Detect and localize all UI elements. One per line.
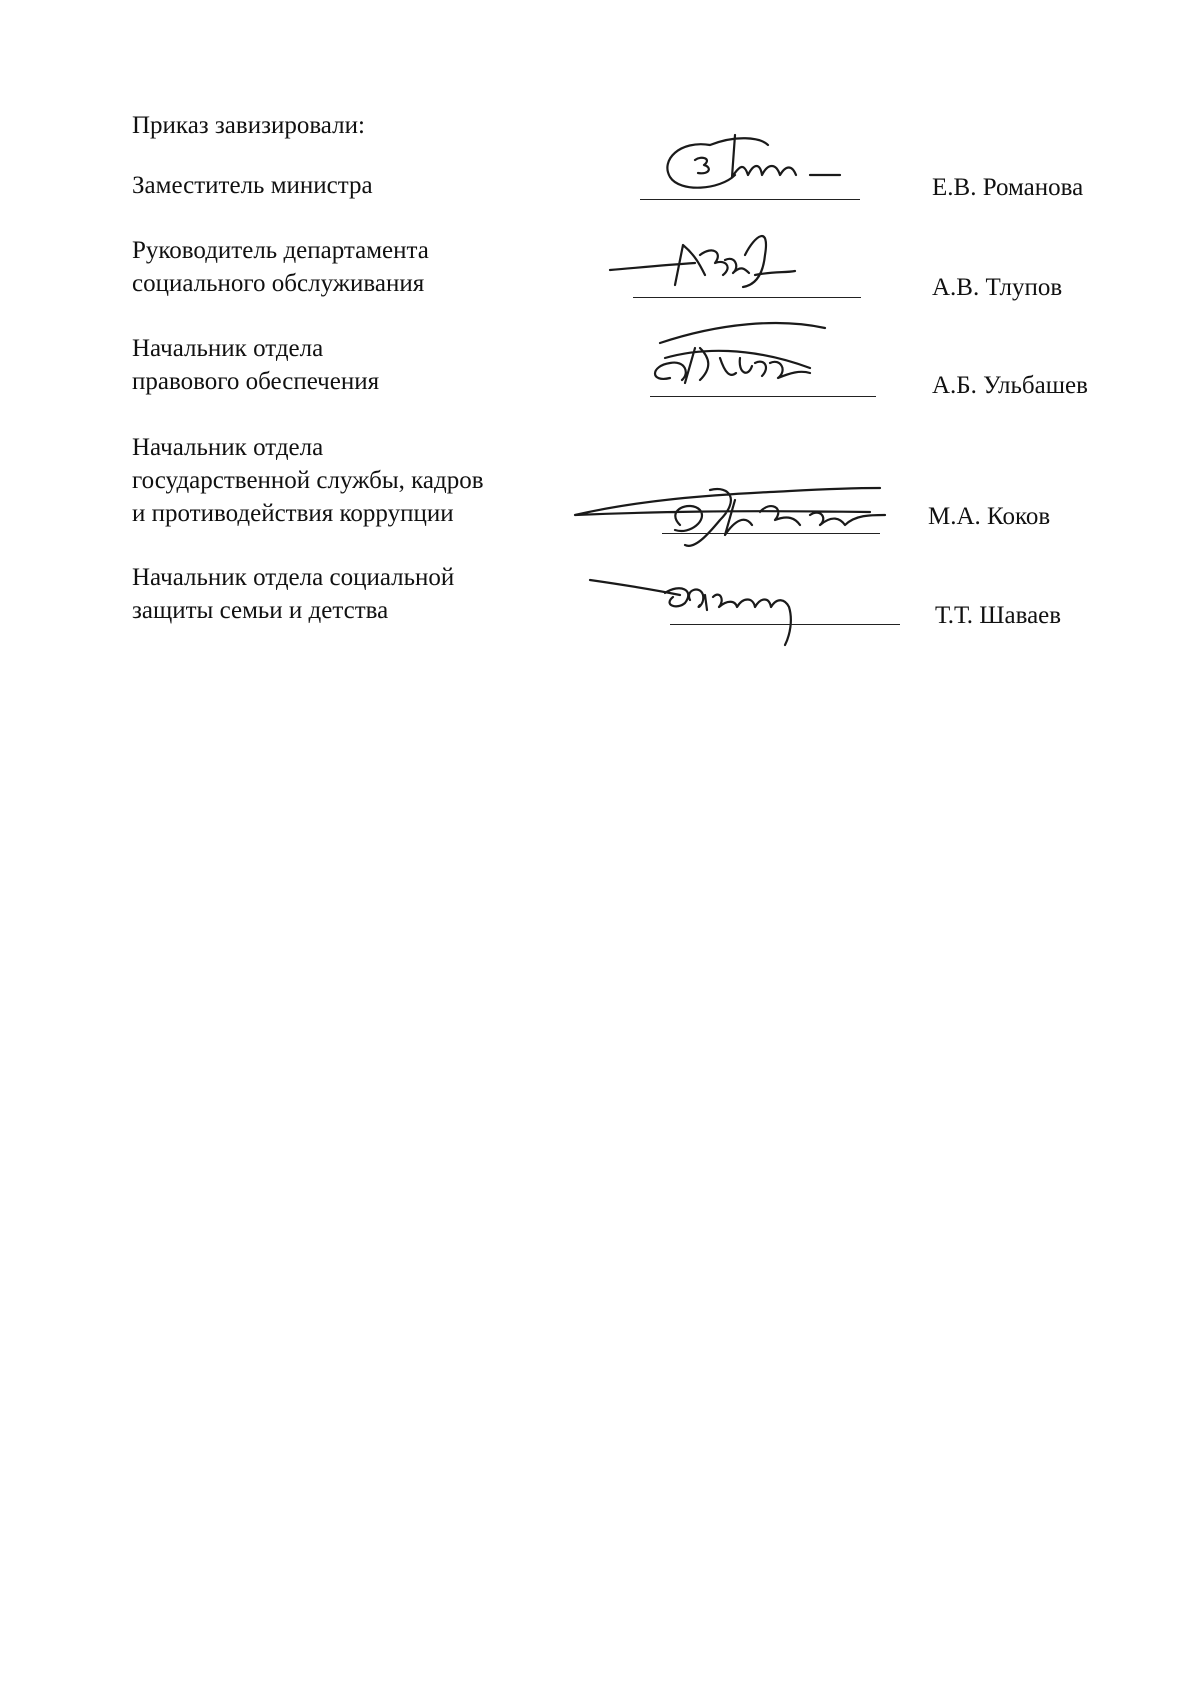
position-title: Заместитель министра xyxy=(132,172,373,199)
signatory-name: А.В. Тлупов xyxy=(932,274,1063,301)
signature-image xyxy=(570,470,900,560)
position-title: Начальник отдела социальной xyxy=(132,564,455,591)
signatory-name: М.А. Коков xyxy=(928,503,1051,530)
signature-image xyxy=(640,115,870,205)
signatory-name: Е.В. Романова xyxy=(932,174,1084,201)
signature-image xyxy=(640,318,840,403)
signature-line xyxy=(670,624,900,625)
signature-line xyxy=(633,297,861,298)
signature-line xyxy=(662,533,880,534)
signatory-name: Т.Т. Шаваев xyxy=(935,602,1062,629)
position-title: правового обеспечения xyxy=(132,368,380,395)
position-title: Начальник отдела xyxy=(132,335,324,362)
position-title: социального обслуживания xyxy=(132,270,425,297)
approval-heading: Приказ завизировали: xyxy=(132,112,365,139)
position-title: Руководитель департамента xyxy=(132,237,429,264)
position-title: защиты семьи и детства xyxy=(132,597,389,624)
signature-line xyxy=(640,199,860,200)
signature-line xyxy=(650,396,876,397)
signature-image xyxy=(585,565,845,655)
position-title: государственной службы, кадров xyxy=(132,467,484,494)
signatory-name: А.Б. Ульбашев xyxy=(932,372,1088,399)
signature-image xyxy=(605,215,835,310)
position-title: и противодействия коррупции xyxy=(132,500,454,527)
position-title: Начальник отдела xyxy=(132,434,324,461)
